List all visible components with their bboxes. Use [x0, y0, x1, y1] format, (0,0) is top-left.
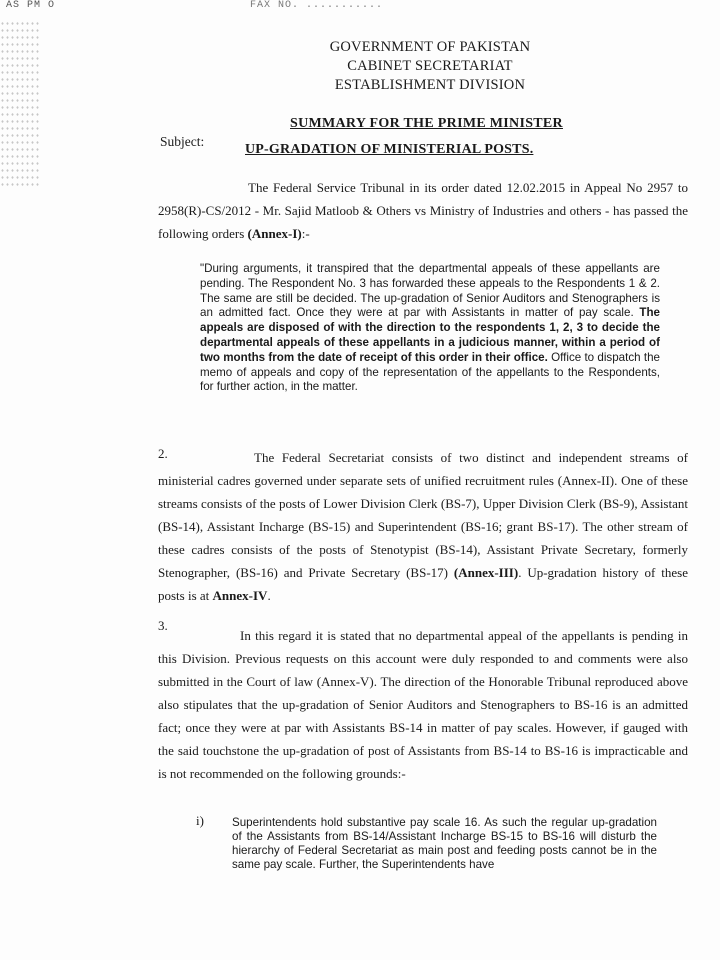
subject-text: UP-GRADATION OF MINISTERIAL POSTS. — [245, 142, 534, 157]
quote-text-b: Office to dispatch the memo of appeals and copy of the representation of the appellants to the Respondents, for further action, in the matter. — [200, 350, 660, 394]
paragraph-2 — [158, 446, 688, 607]
letterhead-line-2: CABINET SECRETARIAT — [347, 58, 513, 74]
paragraph-1-text-b: :- — [301, 226, 310, 241]
summary-title: SUMMARY FOR THE PRIME MINISTER — [290, 116, 563, 131]
quote-text-a: "During arguments, it transpired that the departmental appeals of these appellants are pending. The Respondent No. 3 has forwarded these appeals to the Respondents 1 & 2. The same are still be decided. The up-gradation of Senior Auditors and Stenographers is an admitted fact. Once they were at par with Assistants in matter of pay scale. — [200, 262, 660, 320]
annex-3-ref: (Annex-III) — [453, 565, 519, 580]
subject-label: Subject: — [160, 134, 205, 149]
letterhead-line-3: ESTABLISHMENT DIVISION — [334, 77, 526, 93]
quote-bold-direction: The appeals are disposed of with the direction to the respondents 1, 2, 3 to decide the departmental appeals of these appellants in a judicious manner, within a period of two months from the date of receipt of this order in their office. — [200, 306, 660, 364]
annex-1-ref: (Annex-I) — [247, 226, 302, 241]
paragraph-2-text-b: . Up-gradation history of these posts is at — [158, 565, 688, 603]
paragraph-2-text-c: . — [267, 588, 271, 603]
paragraph-3: In this regard it is stated that no departmental appeal of the appellants is pending in this Division. Previous requests on this account were duly responded to and comments were also submitted in the Court of law (Annex-V). The direction of the Honorable Tribunal reproduced above also stipulates that the up-gradation of Senior Auditors and Stenographers to BS-16 is an admitted fact; once they were at par with Assistants BS-14 in matter of pay scales. However, if gauged with the said touchstone the up-gradation of post of Assistants from BS-14 to BS-16 is impracticable and is not recommended on the following grounds:- — [158, 628, 688, 781]
letterhead — [300, 38, 560, 95]
letterhead-line-1: GOVERNMENT OF PAKISTAN — [329, 39, 531, 55]
paragraph-1 — [158, 176, 688, 245]
paragraph-3-number: 3. — [158, 618, 168, 633]
paragraph-2-number: 2. — [158, 446, 168, 461]
fax-header-left: AS PM O — [6, 0, 56, 11]
tribunal-quote — [200, 262, 660, 395]
scan-speckle-decoration — [0, 20, 40, 190]
item-i-number: i) — [196, 813, 204, 828]
annex-4-ref: Annex-IV — [212, 588, 268, 603]
fax-header-right: FAX NO. ........... — [250, 0, 384, 11]
item-i-text: Superintendents hold substantive pay scale 16. As such the regular up-gradation of the Assistants from BS-14/Assistant Incharge BS-15 to BS-16 will disturb the hierarchy of Federal Secretariat as main post and feeding posts cannot be in the same pay scale. Further, the Superintendents have — [232, 816, 657, 871]
paragraph-2-text-a: The Federal Secretariat consists of two distinct and independent streams of ministerial cadres governed under separate sets of unified recruitment rules (Annex-II). One of these streams consists of the posts of Lower Division Clerk (BS-7), Upper Division Clerk (BS-9), Assistant (BS-14), Assistant Incharge (BS-15) and Superintendent (BS-16; grant BS-17). The other stream of these cadres consists of the posts of Stenotypist (BS-14), Assistant Private Secretary, formerly Stenographer, (BS-16) and Private Secretary (BS-17) — [158, 450, 688, 580]
paragraph-1-text-a: The Federal Service Tribunal in its order dated 12.02.2015 in Appeal No 2957 to 2958(R)-CS/2012 - Mr. Sajid Matloob & Others vs Ministry of Industries and others - has passed the following orders — [158, 180, 688, 241]
